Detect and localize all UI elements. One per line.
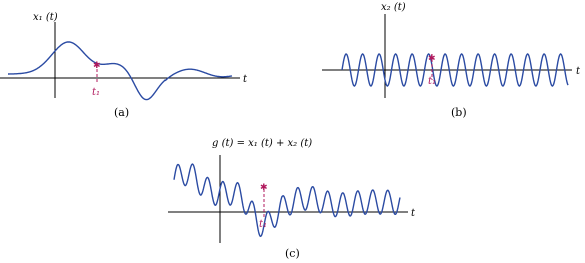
panel-c-ylabel: g (t) = x₁ (t) + x₂ (t) — [212, 138, 313, 149]
panel-b-marker-star: ✱ — [428, 54, 436, 64]
panel-b-ylabel: x₂ (t) — [381, 2, 406, 13]
panel-a-marker-star: ✱ — [93, 61, 101, 71]
panel-b-caption: (b) — [451, 106, 467, 119]
panel-c-t1-label: t₁ — [259, 219, 268, 230]
panel-b-xlabel: t — [576, 66, 581, 77]
panel-a-caption: (a) — [114, 106, 130, 119]
panel-c-caption: (c) — [285, 247, 300, 260]
panel-a-t1-label: t₁ — [92, 87, 101, 98]
panel-c — [168, 138, 416, 260]
panel-b — [322, 2, 581, 119]
panel-b-t1-label: t₁ — [428, 76, 437, 87]
panel-c-marker-star: ✱ — [260, 183, 268, 193]
panel-a — [0, 12, 248, 119]
panel-a-signal-x1 — [8, 42, 232, 100]
panel-c-xlabel: t — [411, 208, 416, 219]
panel-a-xlabel: t — [243, 74, 248, 85]
panel-c-signal-g — [174, 164, 400, 236]
panel-a-ylabel: x₁ (t) — [33, 12, 58, 23]
